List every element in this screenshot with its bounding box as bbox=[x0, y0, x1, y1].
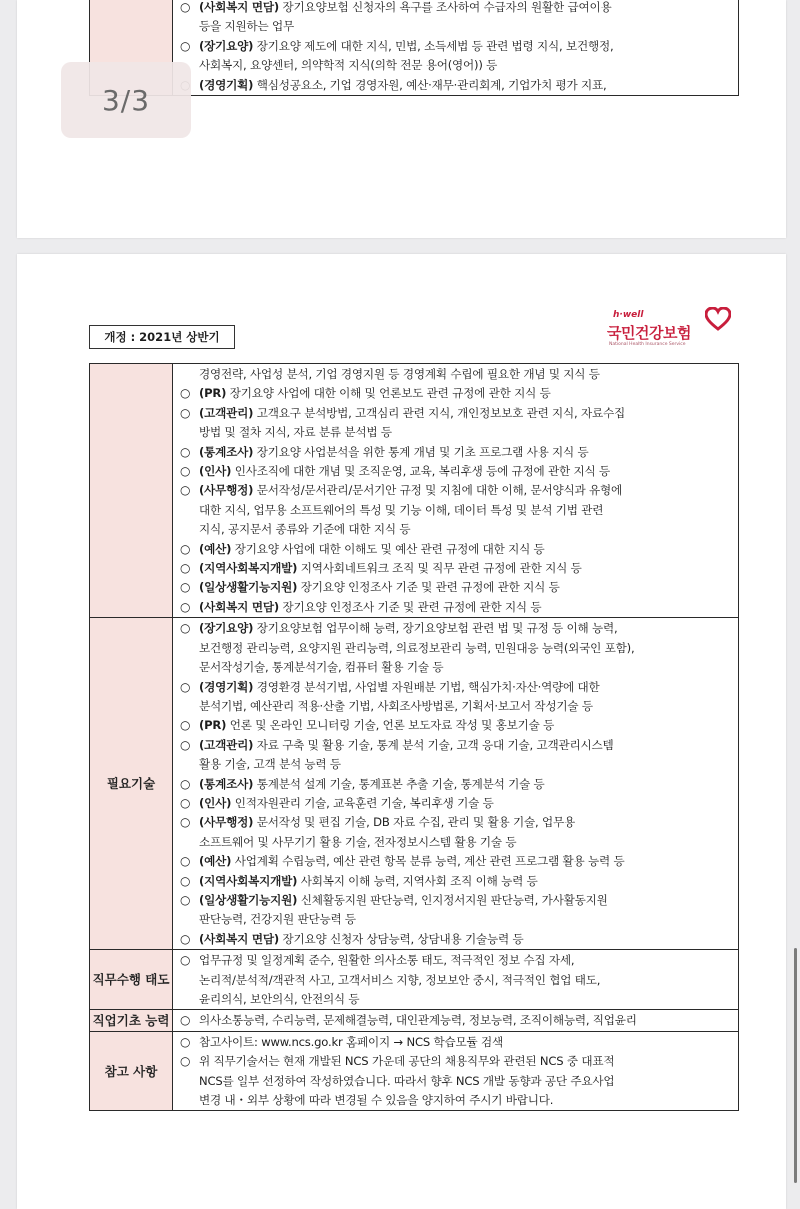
item-text: 경영환경 분석기법, 사업별 자원배분 기법, 핵심가치·자산·역량에 대한 bbox=[256, 679, 600, 694]
circle-bullet-icon: ○ bbox=[180, 621, 191, 636]
circle-bullet-icon: ○ bbox=[180, 561, 191, 576]
basic-ability-list bbox=[173, 1010, 739, 1031]
item-line bbox=[199, 658, 732, 677]
list-item bbox=[179, 443, 732, 462]
item-text: 방법 및 절차 지식, 자료 분류 분석법 등 bbox=[199, 425, 392, 440]
item-line bbox=[199, 37, 732, 56]
page1-knowledge-list bbox=[173, 0, 739, 96]
item-text: 대한 지식, 업무용 소프트웨어의 특성 및 기능 이해, 데이터 특성 및 분석 기법 관련 bbox=[199, 502, 604, 517]
item-text: 논리적/분석적/객관적 사고, 고객서비스 지향, 정보보안 중시, 적극적인 협업 태도, bbox=[199, 972, 601, 987]
circle-bullet-icon: ○ bbox=[180, 1054, 191, 1069]
circle-bullet-icon: ○ bbox=[180, 854, 191, 869]
item-line bbox=[199, 639, 732, 658]
item-text: 인적자원관리 기술, 교육훈련 기술, 복리후생 기술 등 bbox=[234, 795, 494, 810]
item-text: 보건행정 관리능력, 요양지원 관리능력, 의료정보관리 능력, 민원대응 능력(외국인 포함), bbox=[199, 640, 635, 655]
item-text: 참고사이트: www.ncs.go.kr 홈페이지 → NCS 학습모듈 검색 bbox=[199, 1034, 503, 1049]
list-item bbox=[179, 481, 732, 539]
circle-bullet-icon: ○ bbox=[180, 892, 191, 907]
circle-bullet-icon: ○ bbox=[180, 464, 191, 479]
item-text: 고객요구 분석방법, 고객심리 관련 지식, 개인정보보호 관련 지식, 자료수집 bbox=[256, 405, 626, 420]
item-line bbox=[199, 578, 732, 597]
item-line bbox=[199, 365, 732, 384]
item-line bbox=[199, 1091, 732, 1110]
item-line bbox=[199, 0, 732, 17]
item-line bbox=[199, 872, 732, 891]
list-item bbox=[179, 404, 732, 443]
item-category-key: (사회복지 면담) bbox=[199, 931, 280, 946]
list-item bbox=[179, 598, 732, 617]
item-text: 분석기법, 예산관리 적용·산출 기법, 사회조사방법론, 기획서·보고서 작성기술 등 bbox=[199, 698, 593, 713]
list-item bbox=[179, 1011, 732, 1030]
item-line bbox=[199, 891, 732, 910]
list-item bbox=[179, 1033, 732, 1052]
item-line bbox=[199, 443, 732, 462]
item-line bbox=[199, 384, 732, 403]
item-category-key: (일상생활기능지원) bbox=[199, 580, 298, 595]
item-category-key: (지역사회복지개발) bbox=[199, 561, 298, 576]
item-text: 문서작성기술, 통계분석기술, 컴퓨터 활용 기술 등 bbox=[199, 660, 444, 675]
item-text: NCS를 일부 선정하여 작성하였습니다. 따라서 향후 NCS 개발 동향과 공단 주요사업 bbox=[199, 1073, 615, 1088]
item-text: 자료 구축 및 활용 기술, 통계 분석 기술, 고객 응대 기술, 고객관리시스템 bbox=[256, 737, 614, 752]
list-item bbox=[179, 852, 732, 871]
attitude-label: 직무수행 태도 bbox=[90, 950, 173, 1010]
item-category-key: (일상생활기능지원) bbox=[199, 892, 298, 907]
circle-bullet-icon: ○ bbox=[180, 873, 191, 888]
item-text: 업무규정 및 일정계획 준수, 원활한 의사소통 태도, 적극적인 정보 수집 자세, bbox=[199, 953, 575, 968]
item-text: 사업계획 수립능력, 예산 관련 항목 분류 능력, 계산 관련 프로그램 활용 능력 등 bbox=[234, 854, 625, 869]
item-text: 판단능력, 건강지원 판단능력 등 bbox=[199, 912, 356, 927]
revision-label: 개정 : 2021년 상반기 bbox=[89, 325, 235, 349]
list-item bbox=[179, 813, 732, 852]
item-text: 의사소통능력, 수리능력, 문제해결능력, 대인관계능력, 정보능력, 조직이해능력, 직업윤리 bbox=[199, 1013, 637, 1028]
item-text: 활용 기술, 고객 분석 능력 등 bbox=[199, 757, 341, 772]
item-text: 핵심성공요소, 기업 경영자원, 예산·재무·관리회계, 기업가치 평가 지표, bbox=[256, 77, 607, 92]
list-item bbox=[179, 619, 732, 677]
list-item bbox=[179, 716, 732, 735]
item-text: 문서작성/문서관리/문서기안 규정 및 지침에 대한 이해, 문서양식과 유형에 bbox=[256, 483, 622, 498]
circle-bullet-icon: ○ bbox=[180, 737, 191, 752]
circle-bullet-icon: ○ bbox=[180, 1034, 191, 1049]
basic-ability-row bbox=[90, 1010, 739, 1031]
circle-bullet-icon: ○ bbox=[180, 931, 191, 946]
list-item bbox=[179, 559, 732, 578]
item-text: 장기요양 사업에 대한 이해도 및 예산 관련 규정에 대한 지식 등 bbox=[234, 541, 545, 556]
skills-label: 필요기술 bbox=[90, 618, 173, 950]
item-line bbox=[199, 598, 732, 617]
item-category-key: (지역사회복지개발) bbox=[199, 873, 298, 888]
item-category-key: (고객관리) bbox=[199, 737, 254, 752]
circle-bullet-icon: ○ bbox=[180, 599, 191, 614]
item-category-key: (예산) bbox=[199, 541, 232, 556]
item-line bbox=[199, 971, 732, 990]
item-line bbox=[199, 833, 732, 852]
item-text: 장기요양 인정조사 기준 및 관련 규정에 관한 지식 등 bbox=[300, 580, 560, 595]
item-line bbox=[199, 755, 732, 774]
logo-subtitle: National Health Insurance Service bbox=[609, 342, 686, 347]
item-category-key: (장기요양) bbox=[199, 621, 254, 636]
item-text: 장기요양 인정조사 기준 및 관련 규정에 관한 지식 등 bbox=[282, 599, 542, 614]
circle-bullet-icon: ○ bbox=[180, 38, 191, 53]
circle-bullet-icon: ○ bbox=[180, 1013, 191, 1028]
item-line bbox=[199, 990, 732, 1009]
knowledge-label-cell bbox=[90, 364, 173, 618]
item-text: 사회복지, 요양센터, 의약학적 지식(의학 전문 용어(영어)) 등 bbox=[199, 58, 498, 73]
circle-bullet-icon: ○ bbox=[180, 679, 191, 694]
item-line bbox=[199, 951, 732, 970]
item-text: 인사조직에 대한 개념 및 조직운영, 교육, 복리후생 등에 규정에 관한 지식 등 bbox=[234, 464, 611, 479]
item-category-key: (경영기획) bbox=[199, 77, 254, 92]
item-text: 장기요양보험 신청자의 욕구를 조사하여 수급자의 원활한 급여이용 bbox=[282, 0, 612, 14]
item-category-key: (인사) bbox=[199, 464, 232, 479]
item-text: 경영전략, 사업성 분석, 기업 경영지원 등 경영계획 수립에 필요한 개념 및 지식 등 bbox=[199, 367, 600, 381]
item-text: 윤리의식, 보안의식, 안전의식 등 bbox=[199, 992, 360, 1006]
item-line bbox=[199, 736, 732, 755]
item-text: 장기요양 사업에 대한 이해 및 언론보도 관련 규정에 관한 지식 등 bbox=[229, 386, 551, 401]
item-line bbox=[199, 501, 732, 520]
nhis-logo bbox=[597, 304, 747, 354]
item-line bbox=[199, 1011, 732, 1030]
item-text: 언론 및 온라인 모니터링 기술, 언론 보도자료 작성 및 홍보기술 등 bbox=[229, 718, 555, 733]
reference-list bbox=[173, 1031, 739, 1111]
item-line bbox=[199, 423, 732, 442]
document-page-1 bbox=[17, 0, 786, 238]
logo-name: 국민건강보험 bbox=[607, 324, 691, 342]
circle-bullet-icon: ○ bbox=[180, 776, 191, 791]
item-category-key: (사회복지 면담) bbox=[199, 599, 280, 614]
item-line bbox=[199, 520, 732, 539]
item-line bbox=[199, 481, 732, 500]
item-line bbox=[199, 794, 732, 813]
item-category-key: (예산) bbox=[199, 854, 232, 869]
item-category-key: (인사) bbox=[199, 795, 232, 810]
list-item bbox=[179, 76, 732, 95]
attitude-row bbox=[90, 950, 739, 1010]
item-category-key: (PR) bbox=[199, 386, 227, 401]
item-line bbox=[199, 678, 732, 697]
item-category-key: (PR) bbox=[199, 718, 227, 733]
item-category-key: (사무행정) bbox=[199, 483, 254, 498]
circle-bullet-icon: ○ bbox=[180, 718, 191, 733]
item-text: 변경 내・외부 상황에 따라 변경될 수 있음을 양지하여 주시기 바랍니다. bbox=[199, 1093, 554, 1108]
item-category-key: (사무행정) bbox=[199, 815, 254, 830]
item-text: 장기요양 제도에 대한 지식, 민법, 소득세법 등 관련 법령 지식, 보건행정, bbox=[256, 38, 614, 53]
circle-bullet-icon: ○ bbox=[180, 580, 191, 595]
list-item bbox=[179, 794, 732, 813]
item-line bbox=[199, 852, 732, 871]
skills-row bbox=[90, 618, 739, 950]
item-text: 지식, 공지문서 종류와 기준에 대한 지식 등 bbox=[199, 522, 411, 537]
circle-bullet-icon: ○ bbox=[180, 795, 191, 810]
item-text: 사회복지 이해 능력, 지역사회 조직 이해 능력 등 bbox=[300, 873, 538, 888]
list-item bbox=[179, 365, 732, 384]
list-item bbox=[179, 540, 732, 559]
list-item bbox=[179, 736, 732, 775]
item-line bbox=[199, 17, 732, 36]
circle-bullet-icon: ○ bbox=[180, 405, 191, 420]
item-line bbox=[199, 930, 732, 949]
list-item bbox=[179, 384, 732, 403]
circle-bullet-icon: ○ bbox=[180, 815, 191, 830]
page-indicator: 3/3 bbox=[61, 62, 191, 138]
item-line bbox=[199, 619, 732, 638]
list-item bbox=[179, 462, 732, 481]
list-item bbox=[179, 0, 732, 37]
list-item bbox=[179, 578, 732, 597]
attitude-list bbox=[173, 950, 739, 1010]
item-line bbox=[199, 1072, 732, 1091]
list-item bbox=[179, 891, 732, 930]
knowledge-row bbox=[90, 364, 739, 618]
item-category-key: (경영기획) bbox=[199, 679, 254, 694]
item-text: 장기요양 사업분석을 위한 통계 개념 및 기초 프로그램 사용 지식 등 bbox=[256, 444, 589, 459]
item-line bbox=[199, 813, 732, 832]
item-category-key: (통계조사) bbox=[199, 776, 254, 791]
item-line bbox=[199, 1033, 732, 1052]
scrollbar-thumb[interactable] bbox=[794, 948, 797, 1183]
circle-bullet-icon: ○ bbox=[180, 444, 191, 459]
list-item bbox=[179, 872, 732, 891]
list-item bbox=[179, 1052, 732, 1110]
item-line bbox=[199, 56, 732, 75]
list-item bbox=[179, 930, 732, 949]
item-line bbox=[199, 716, 732, 735]
item-line bbox=[199, 697, 732, 716]
item-category-key: (통계조사) bbox=[199, 444, 254, 459]
item-category-key: (장기요양) bbox=[199, 38, 254, 53]
item-category-key: (고객관리) bbox=[199, 405, 254, 420]
reference-row bbox=[90, 1031, 739, 1111]
list-item bbox=[179, 678, 732, 717]
circle-bullet-icon: ○ bbox=[180, 541, 191, 556]
item-line bbox=[199, 775, 732, 794]
item-text: 장기요양 신청자 상담능력, 상담내용 기술능력 등 bbox=[282, 931, 524, 946]
reference-label: 참고 사항 bbox=[90, 1031, 173, 1111]
item-line bbox=[199, 910, 732, 929]
item-line bbox=[199, 559, 732, 578]
item-line bbox=[199, 462, 732, 481]
document-page-2 bbox=[17, 254, 786, 1209]
item-text: 문서작성 및 편집 기술, DB 자료 수집, 관리 및 활용 기술, 업무용 bbox=[256, 815, 575, 830]
item-text: 위 직무기술서는 현재 개발된 NCS 가운데 공단의 채용직무와 관련된 NCS 중 대표적 bbox=[199, 1054, 615, 1069]
item-line bbox=[199, 540, 732, 559]
heart-icon bbox=[705, 307, 731, 331]
item-text: 지역사회네트워크 조직 및 직무 관련 규정에 관한 지식 등 bbox=[300, 561, 582, 576]
skills-list bbox=[173, 618, 739, 950]
list-item bbox=[179, 951, 732, 1009]
item-line bbox=[199, 1052, 732, 1071]
circle-bullet-icon: ○ bbox=[180, 386, 191, 401]
circle-bullet-icon: ○ bbox=[180, 0, 191, 14]
knowledge-list bbox=[173, 364, 739, 618]
circle-bullet-icon: ○ bbox=[180, 953, 191, 968]
circle-bullet-icon: ○ bbox=[180, 483, 191, 498]
item-line bbox=[199, 76, 732, 95]
item-category-key: (사회복지 면담) bbox=[199, 0, 280, 14]
item-text: 통계분석 설계 기술, 통계표본 추출 기술, 통계분석 기술 등 bbox=[256, 776, 545, 791]
job-description-table bbox=[89, 363, 739, 1111]
logo-tagline: h·well bbox=[613, 310, 644, 320]
item-text: 신체활동지원 판단능력, 인지정서지원 판단능력, 가사활동지원 bbox=[300, 892, 608, 907]
list-item bbox=[179, 775, 732, 794]
item-text: 등을 지원하는 업무 bbox=[199, 19, 294, 34]
list-item bbox=[179, 37, 732, 76]
item-text: 장기요양보험 업무이해 능력, 장기요양보험 관련 법 및 규정 등 이해 능력, bbox=[256, 621, 618, 636]
basic-ability-label: 직업기초 능력 bbox=[90, 1010, 173, 1031]
item-line bbox=[199, 404, 732, 423]
item-text: 소프트웨어 및 사무기기 활용 기술, 전자정보시스템 활용 기술 등 bbox=[199, 834, 517, 849]
